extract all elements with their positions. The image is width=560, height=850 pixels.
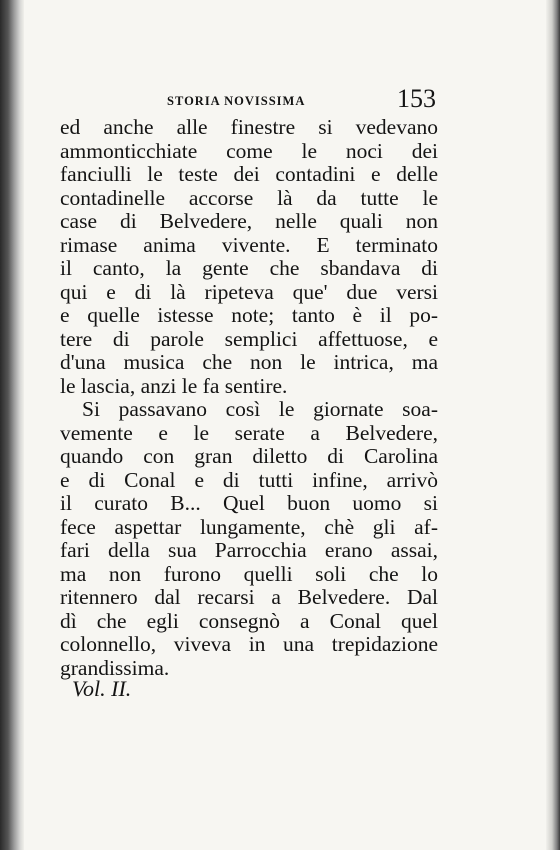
text-line: fanciulli le teste dei contadini e delle bbox=[60, 162, 438, 186]
text-line: il curato B... Quel buon uomo si bbox=[60, 491, 438, 515]
text-line: fece aspettar lungamente, chè gli af- bbox=[60, 514, 438, 539]
text-line: grandissima. bbox=[60, 655, 170, 680]
text-line: Si passavano così le giornate soa- bbox=[82, 397, 438, 421]
text-line: e di Conal e di tutti infine, arrivò bbox=[60, 467, 438, 492]
text-line: tere di parole semplici affettuose, e bbox=[60, 326, 438, 351]
running-title: STORIA NOVISSIMA bbox=[167, 94, 306, 108]
text-line: ma non furono quelli soli che lo bbox=[60, 561, 438, 586]
page-edge-shadow bbox=[546, 0, 560, 850]
book-spine-shadow bbox=[0, 0, 24, 850]
text-line: ammonticchiate come le noci dei bbox=[60, 138, 438, 163]
text-line: ed anche alle finestre si vedevano bbox=[60, 115, 438, 139]
volume-signature: Vol. II. bbox=[72, 676, 132, 701]
text-line: dì che egli consegnò a Conal quel bbox=[60, 608, 438, 633]
text-line: rimase anima vivente. E terminato bbox=[60, 232, 438, 257]
text-line: contadinelle accorse là da tutte le bbox=[60, 185, 438, 210]
body-text bbox=[60, 116, 438, 680]
text-line: e quelle istesse note; tanto è il po- bbox=[60, 303, 438, 327]
page-number: 153 bbox=[397, 84, 436, 113]
text-line: d'una musica che non le intrica, ma bbox=[60, 350, 438, 374]
text-line: qui e di là ripeteva que' due versi bbox=[60, 279, 438, 304]
text-line: quando con gran diletto di Carolina bbox=[60, 444, 438, 468]
text-line: le lascia, anzi le fa sentire. bbox=[60, 373, 288, 398]
text-line: ritennero dal recarsi a Belvedere. Dal bbox=[60, 585, 438, 609]
text-line: fari della sua Parrocchia erano assai, bbox=[60, 538, 438, 562]
text-line: case di Belvedere, nelle quali non bbox=[60, 209, 438, 233]
text-line: vemente e le serate a Belvedere, bbox=[60, 420, 438, 445]
text-line: colonnello, viveva in una trepidazione bbox=[60, 632, 438, 656]
text-line: il canto, la gente che sbandava di bbox=[60, 256, 438, 280]
